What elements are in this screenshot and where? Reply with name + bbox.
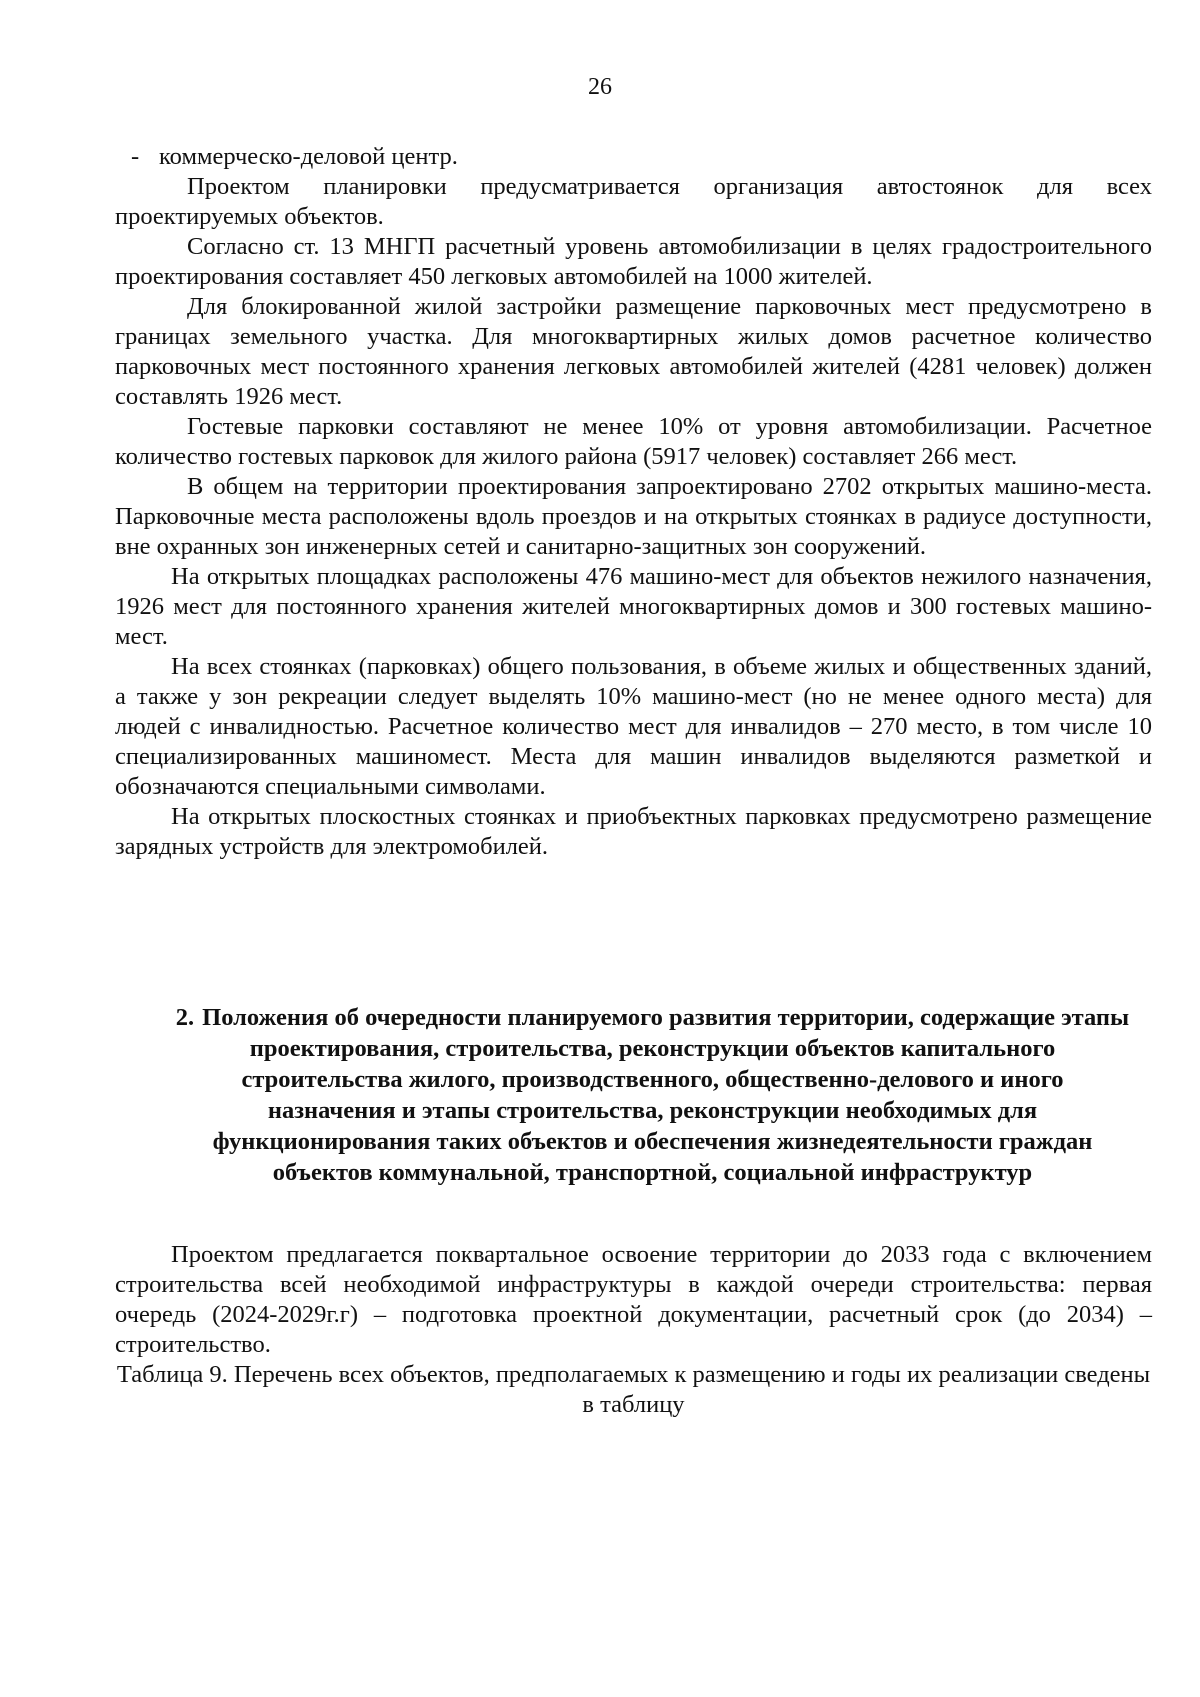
paragraph: Проектом планировки предусматривается организация автостоянок для всех проектируемых объектов. [115,173,1152,230]
section-paragraph: Проектом предлагается поквартальное освоение территории до 2033 года с включением строительства всей необходимой инфраструктуры в каждой очереди строительства: первая очередь (2024-2029г.г) – подготовка проектной документации, расчетный срок (до 2034) – строительство. [115,1241,1152,1358]
paragraph: Гостевые парковки составляют не менее 10% от уровня автомобилизации. Расчетное количество гостевых парковок для жилого района (5917 человек) составляет 266 мест. [115,413,1152,470]
paragraph: В общем на территории проектирования запроектировано 2702 открытых машино-места. Парковочные места расположены вдоль проездов и на открытых стоянках в радиусе доступности, вне охранных зон инженерных сетей и санитарно-защитных зон сооружений. [115,473,1152,560]
bullet-dash: - [131,143,140,170]
paragraph: На всех стоянках (парковках) общего пользования, в объеме жилых и общественных зданий, а также у зон рекреации следует выделять 10% машино-мест (но не менее одного места) для людей с инвалидностью. Расчетное количество мест для инвалидов – 270 место, в том числе 10 специализированных машиномест. Места для машин инвалидов выделяются разметкой и обозначаются специальными символами. [115,653,1152,800]
paragraph: На открытых площадках расположены 476 машино-мест для объектов нежилого назначения, 1926 мест для постоянного хранения жителей многоквартирных домов и 300 гостевых машино-мест. [115,563,1152,650]
section-body [115,1240,1152,1420]
paragraph: Согласно ст. 13 МНГП расчетный уровень автомобилизации в целях градостроительного проектирования составляет 450 легковых автомобилей на 1000 жителей. [115,233,1152,290]
document-body [115,142,1152,862]
table-caption: Таблица 9. Перечень всех объектов, предполагаемых к размещению и годы их реализации сведены в таблицу [116,1361,1151,1418]
paragraph: На открытых плоскостных стоянках и приобъектных парковках предусмотрено размещение зарядных устройств для электромобилей. [115,803,1152,860]
bullet-item-text: коммерческо-деловой центр. [159,143,458,170]
section-heading [175,1002,1130,1188]
section-title: Положения об очередности планируемого развития территории, содержащие этапы проектирования, строительства, реконструкции объектов капитального строительства жилого, производственного, общественно-делового и иного назначения и этапы строительства, реконструкции необходимых для функционирования таких объектов и обеспечения жизнедеятельности граждан объектов коммунальной, транспортной, социальной инфраструктур [202,1004,1130,1186]
section-number: 2. [175,1004,195,1031]
page-number: 26 [588,74,612,100]
bullet-item [115,142,1152,172]
paragraph: Для блокированной жилой застройки размещение парковочных мест предусмотрено в границах земельного участка. Для многоквартирных жилых домов расчетное количество парковочных мест постоянного хранения легковых автомобилей жителей (4281 человек) должен составлять 1926 мест. [115,293,1152,410]
